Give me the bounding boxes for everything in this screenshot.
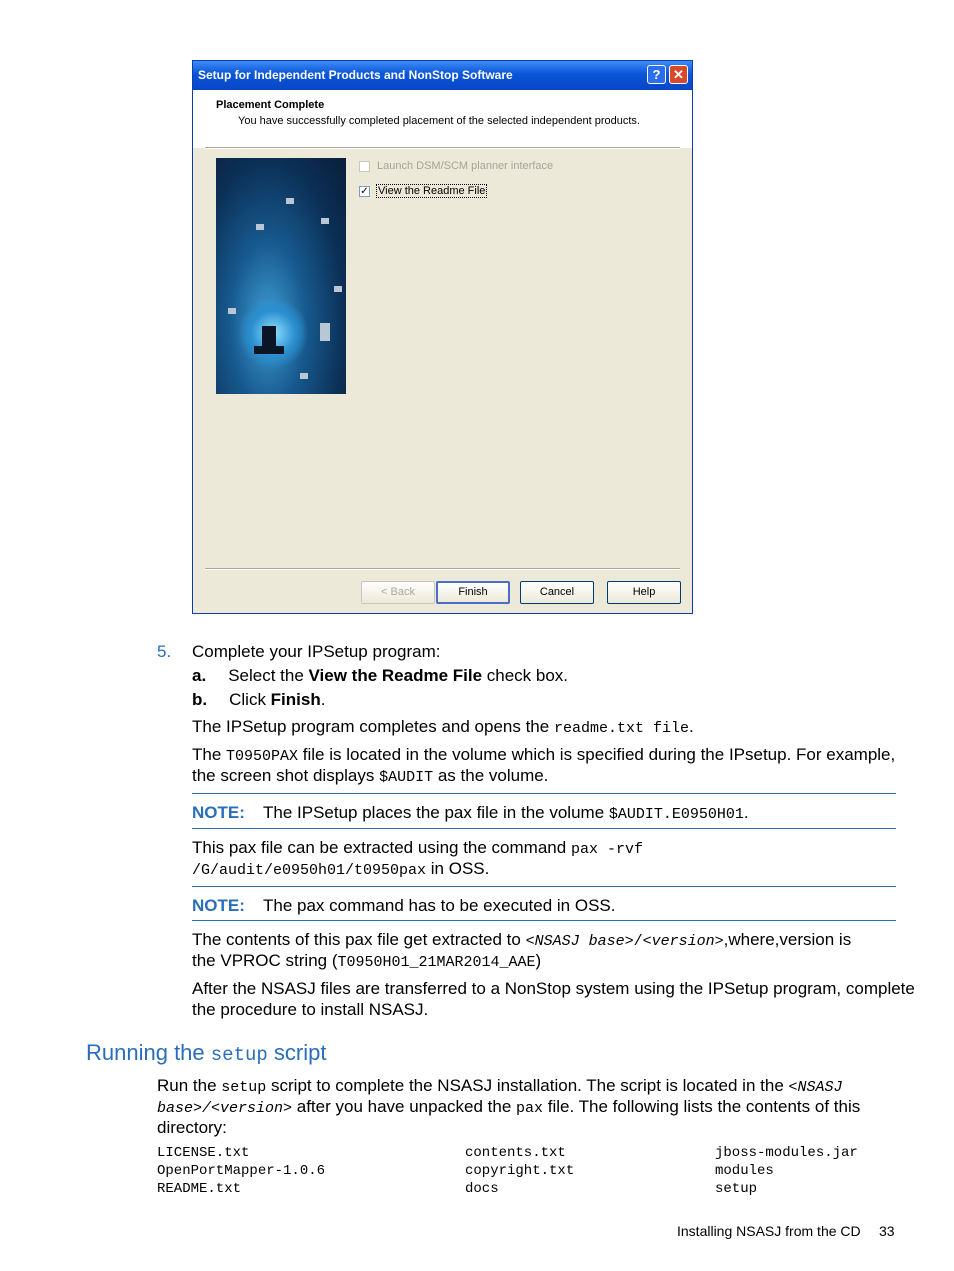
footer-title: Installing NSASJ from the CD [677,1223,861,1239]
paragraph-extract-line1 [192,837,643,860]
para1-post: . [688,717,694,736]
computer-icon [286,198,294,204]
dir-entry: jboss-modules.jar [715,1145,858,1161]
substep-a-label: a. [192,666,207,685]
paragraph-run-setup-line3: directory: [157,1118,227,1137]
note2-top-rule [192,886,896,887]
dir-entry: OpenPortMapper-1.0.6 [157,1163,326,1179]
launch-planner-label: Launch DSM/SCM planner interface [377,160,554,172]
para1-code: readme.txt file [553,720,689,737]
dir-entry: docs [465,1181,499,1197]
dir-entry: README.txt [157,1181,242,1197]
computer-icon [334,286,342,292]
section-heading-post: script [267,1040,327,1065]
note1-pre: The IPSetup places the pax file in the volume [263,803,609,822]
para3-path: /G/audit/e0950h01/t0950pax [192,862,427,879]
substep-b-bold: Finish [270,690,321,709]
paragraph-contents-line1 [192,929,851,952]
paragraph-extract-line2 [192,858,489,881]
help-icon[interactable]: ? [647,65,666,84]
note2-text: The pax command has to be executed in OSS. [263,896,616,915]
para6-l2-code: base>/<version> [157,1100,293,1117]
paragraph-pax-location-line2 [192,765,548,788]
dir-entry: modules [715,1163,774,1179]
para6-mid: script to complete the NSASJ installation. The script is located in the [266,1076,789,1095]
computer-icon [321,218,329,224]
para6-pre: Run the [157,1076,222,1095]
wizard-side-image [216,158,346,394]
setup-dialog-screenshot [192,60,693,614]
launch-planner-checkbox[interactable] [359,161,370,172]
para2-post: file is located in the volume which is specified during the IPsetup. For example, [298,745,896,764]
para4-l2-pre: the VPROC string ( [192,951,338,970]
computer-icon [300,373,308,379]
footer-separator [205,568,680,570]
section-heading-pre: Running the [86,1040,211,1065]
para4-code-base: <NSASJ base> [525,933,634,950]
para6-l2-code2: pax [516,1100,544,1117]
para3-code: pax -rvf [570,841,643,858]
dialog-header-panel [193,90,692,148]
step-text: Complete your IPSetup program: [192,642,441,661]
note1-text [263,802,749,825]
para3-post: in OSS. [426,859,490,878]
substep-a [192,665,568,686]
note1-code: $AUDIT.E0950H01 [608,806,744,823]
paragraph-run-setup-line1 [157,1075,843,1098]
finish-button[interactable]: Finish [436,581,510,604]
substep-a-bold: View the Readme File [308,666,483,685]
dialog-subheading: You have successfully completed placement of the selected independent products. [238,115,640,127]
paragraph-after-transfer-line1: After the NSASJ files are transferred to a NonStop system using the IPSetup program, complete [192,979,915,998]
dialog-title: Setup for Independent Products and NonStop Software [198,68,513,82]
para2-l2-code: $AUDIT [379,769,434,786]
note1-label: NOTE: [192,803,245,822]
help-button[interactable]: Help [607,581,681,604]
substep-a-pre: Select the [228,666,309,685]
note2-bottom-rule [192,920,896,921]
paragraph-contents-line2 [192,950,541,973]
substep-b-post: . [320,690,326,709]
header-separator [205,147,680,149]
step-number: 5. [157,642,172,661]
cancel-button[interactable]: Cancel [520,581,594,604]
substep-b-label: b. [192,690,208,709]
para3-pre: This pax file can be extracted using the command [192,838,571,857]
dir-entry: setup [715,1181,758,1197]
para2-code: T0950PAX [226,748,299,765]
para1-text: The IPSetup program completes and opens the [192,717,554,736]
para6-code: setup [221,1079,267,1096]
paragraph-after-transfer-line2: the procedure to install NSASJ. [192,1000,429,1019]
note1-post: . [743,803,749,822]
dialog-titlebar [193,61,692,90]
para2-l2-post: as the volume. [433,766,549,785]
paragraph-run-setup-line2 [157,1096,860,1119]
substep-a-post: check box. [482,666,569,685]
dialog-heading: Placement Complete [216,99,325,111]
dir-entry: contents.txt [465,1145,566,1161]
paragraph-completes [192,716,694,739]
para6-l2-post: file. The following lists the contents of this [543,1097,861,1116]
note1-bottom-rule [192,828,896,829]
para6-l2-mid: after you have unpacked the [292,1097,517,1116]
dir-entry: LICENSE.txt [157,1145,250,1161]
computer-icon [256,224,264,230]
section-heading-code: setup [210,1044,268,1066]
dir-entry: copyright.txt [465,1163,575,1179]
substep-b [192,689,325,710]
para4-l2-post: ) [535,951,542,970]
paragraph-pax-location-line1 [192,744,895,767]
section-heading [86,1040,326,1066]
para2-l2-pre: the screen shot displays [192,766,380,785]
para4-l2-code: T0950H01_21MAR2014_AAE [337,954,536,971]
para4-code-version: <version> [642,933,724,950]
view-readme-label: View the Readme File [378,185,486,197]
view-readme-checkbox[interactable]: ✓ [360,186,369,197]
para4-pre: The contents of this pax file get extracted to [192,930,526,949]
para2-pre: The [192,745,227,764]
computer-icon [228,308,236,314]
para4-slash: / [633,933,643,950]
desk-silhouette [254,346,284,354]
substep-b-pre: Click [229,690,271,709]
note1-top-rule [192,793,896,794]
note2-label: NOTE: [192,896,245,915]
para4-post: ,where,version is [723,930,852,949]
close-icon[interactable]: ✕ [669,65,688,84]
para6-code2: <NSASJ [788,1079,843,1096]
page-number: 33 [879,1223,895,1239]
back-button[interactable]: < Back [361,581,435,604]
server-icon [320,323,330,341]
